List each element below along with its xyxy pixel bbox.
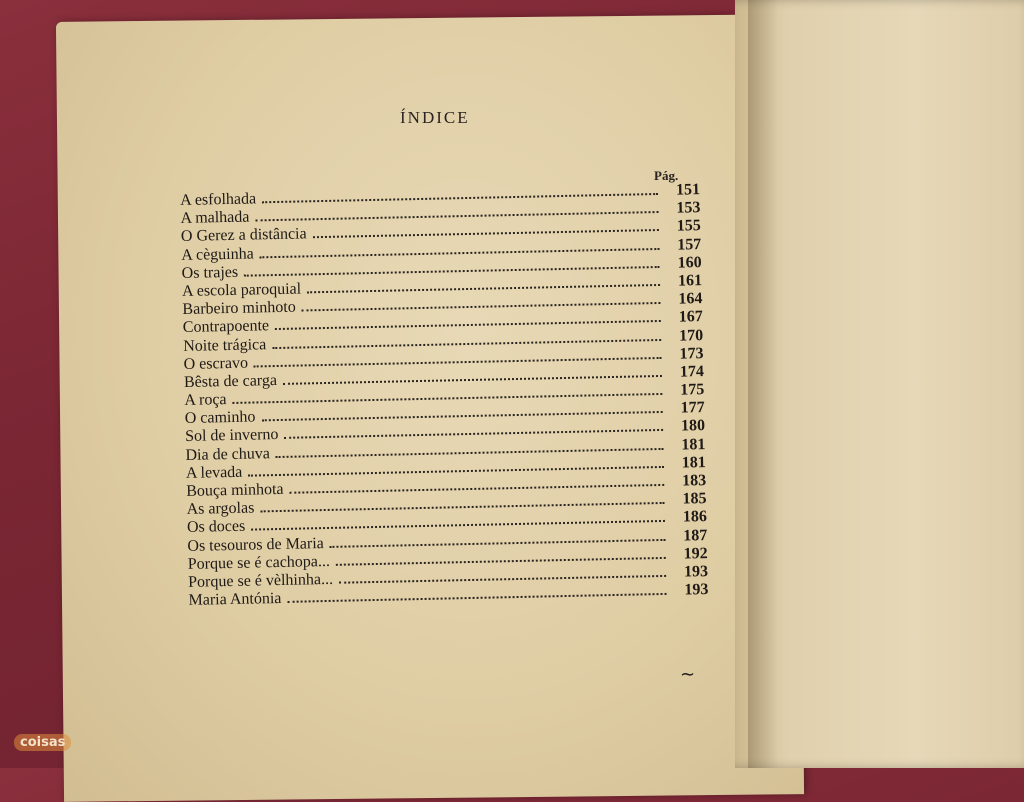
watermark-logo: coisas	[14, 734, 71, 751]
toc-entry-title: Bouça minhota	[186, 480, 284, 500]
toc-entry-page: 153	[676, 199, 701, 217]
toc-entry-page: 186	[682, 508, 708, 526]
toc-entry-page: 174	[679, 362, 705, 381]
toc-entry-title: A levada	[185, 463, 243, 482]
book-gutter	[748, 0, 778, 768]
toc-entry-title: As argolas	[186, 499, 255, 519]
toc-entry-title: A roça	[184, 391, 227, 410]
toc-entry-title: Sol de inverno	[184, 426, 279, 446]
toc-entry-page: 181	[681, 435, 706, 454]
toc-entry-page: 151	[675, 181, 701, 199]
toc-entry-title: O Gerez a distância	[180, 225, 307, 246]
toc-entry-title: Barbeiro minhoto	[182, 298, 296, 319]
toc-entry-title: Maria Antónia	[188, 590, 282, 610]
toc-entry-page: 183	[681, 472, 707, 490]
toc-entry-page: 157	[677, 235, 702, 254]
ink-mark: ∼	[680, 664, 696, 684]
toc-entry-title: Porque se é vèlhinha...	[187, 570, 334, 591]
toc-entry-page: 181	[681, 453, 706, 472]
toc-entry-page: 167	[678, 308, 703, 326]
toc-entry-title: A esfolhada	[180, 190, 257, 209]
toc-entry-page: 177	[680, 399, 705, 417]
toc-entry-page: 164	[678, 290, 703, 308]
toc-entry-page: 160	[677, 253, 702, 272]
toc-entry-title: Bêsta de carga	[183, 371, 278, 391]
toc-entry-page: 155	[676, 217, 702, 235]
toc-entry-title: Os tesouros de Maria	[187, 534, 324, 555]
toc-entry-page: 175	[680, 381, 705, 399]
toc-entry-title: O escravo	[183, 354, 249, 373]
page-column-label: Pág.	[654, 168, 679, 183]
toc-entry-title: A cèguinha	[181, 245, 254, 264]
toc-entry-page: 173	[679, 344, 704, 363]
toc-entry-title: Contrapoente	[182, 317, 270, 337]
toc-entry-title: A malhada	[180, 208, 250, 228]
toc-entry-title: Os doces	[186, 518, 246, 537]
toc-entry-page: 170	[678, 326, 704, 345]
toc-entry-title: Dia de chuva	[185, 444, 271, 464]
table-of-contents	[180, 181, 709, 610]
toc-entry-title: A escola paroquial	[181, 280, 302, 300]
toc-entry-page: 180	[680, 417, 706, 435]
toc-entry-title: Os trajes	[181, 263, 239, 282]
toc-entry-page: 161	[677, 272, 703, 290]
toc-entry-page: 187	[683, 526, 708, 545]
toc-entry-title: Porque se é cachopa...	[187, 552, 331, 573]
toc-entry-title: O caminho	[184, 408, 256, 428]
toc-entry-page: 192	[683, 544, 708, 563]
toc-entry-page: 185	[682, 490, 707, 508]
toc-entry-page: 193	[683, 562, 709, 581]
toc-entry-page: 193	[684, 581, 709, 599]
right-book-page	[735, 0, 1024, 768]
index-title: ÍNDICE	[400, 108, 470, 127]
toc-entry-title: Noite trágica	[183, 335, 267, 355]
